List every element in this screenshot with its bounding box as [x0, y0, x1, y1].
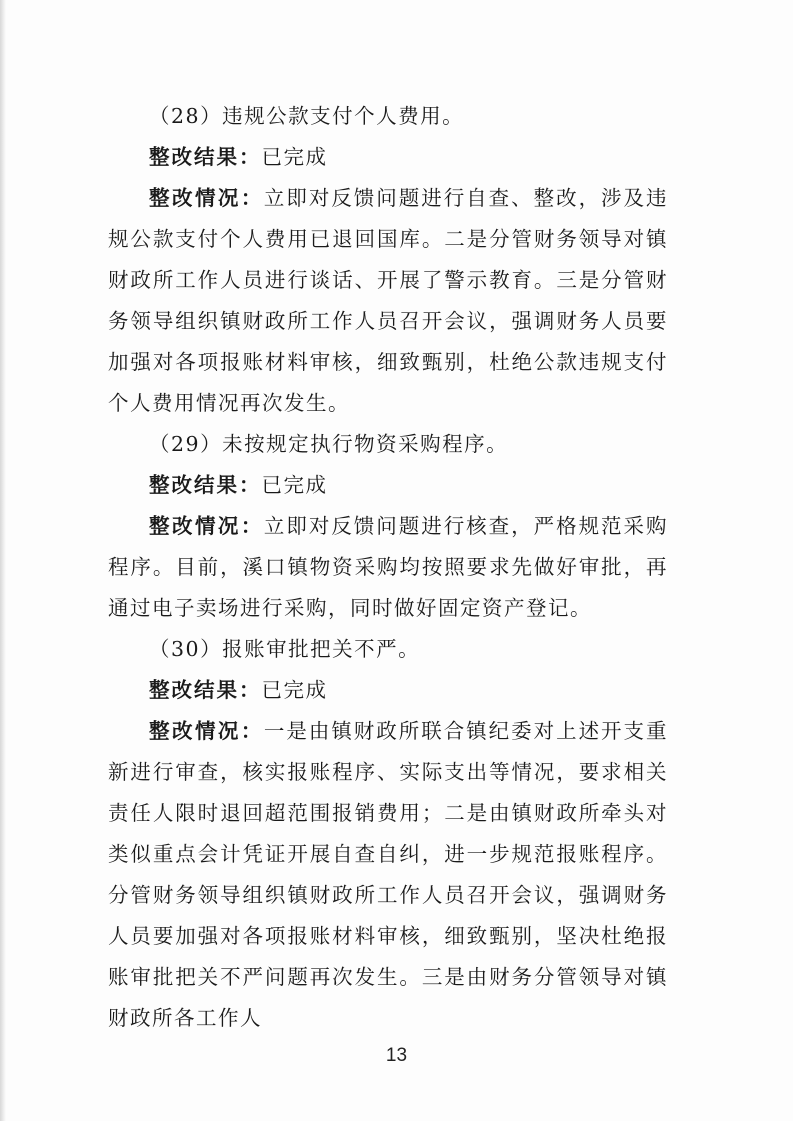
item-28-heading: （28）违规公款支付个人费用。: [149, 104, 465, 128]
item-30-result: [108, 670, 668, 711]
item-28-result-label: 整改结果：: [149, 145, 262, 169]
scan-edge-shadow: [0, 0, 6, 1121]
item-30-result-label: 整改结果：: [149, 678, 262, 702]
item-30-result-value: 已完成: [261, 678, 328, 702]
item-29-result-label: 整改结果：: [149, 473, 262, 497]
item-28-situation-text: 立即对反馈问题进行自查、整改，涉及违规公款支付个人费用已退回国库。二是分管财务领导对镇财政所工作人员进行谈话、开展了警示教育。三是分管财务领导组织镇财政所工作人员召开会议，强调财务人员要加强对各项报账材料审核，细致甄别，杜绝公款违规支付个人费用情况再次发生。: [108, 186, 669, 415]
item-29-result-value: 已完成: [261, 473, 328, 497]
item-28-result-value: 已完成: [261, 145, 328, 169]
item-29-situation-text: 立即对反馈问题进行核查，严格规范采购程序。目前，溪口镇物资采购均按照要求先做好审批，再通过电子卖场进行采购，同时做好固定资产登记。: [108, 514, 669, 620]
item-29-result: [108, 465, 668, 506]
page-number: 13: [385, 1045, 408, 1066]
item-30-situation-label: 整改情况：: [149, 719, 264, 743]
item-30-situation-text: 一是由镇财政所联合镇纪委对上述开支重新进行审查，核实报账程序、实际支出等情况，要求相关责任人限时退回超范围报销费用；二是由镇财政所牵头对类似重点会计凭证开展自查自纠，进一步规范报账程序。分管财务领导组织镇财政所工作人员召开会议，强调财务人员要加强对各项报账材料审核，细致甄别，坚决杜绝报账审批把关不严问题再次发生。三是由财务分管领导对镇财政所各工作人: [108, 719, 669, 1030]
item-28-situation-label: 整改情况：: [149, 186, 264, 210]
item-28-result: [108, 137, 668, 178]
item-29-heading: （29）未按规定执行物资采购程序。: [149, 432, 509, 456]
item-29-situation-label: 整改情况：: [149, 514, 264, 538]
item-28-situation: [108, 178, 668, 424]
item-29-situation: [108, 506, 668, 629]
document-body: [108, 96, 668, 1039]
item-30-heading: （30）报账审批把关不严。: [149, 637, 421, 661]
item-30-situation: [108, 711, 668, 1039]
